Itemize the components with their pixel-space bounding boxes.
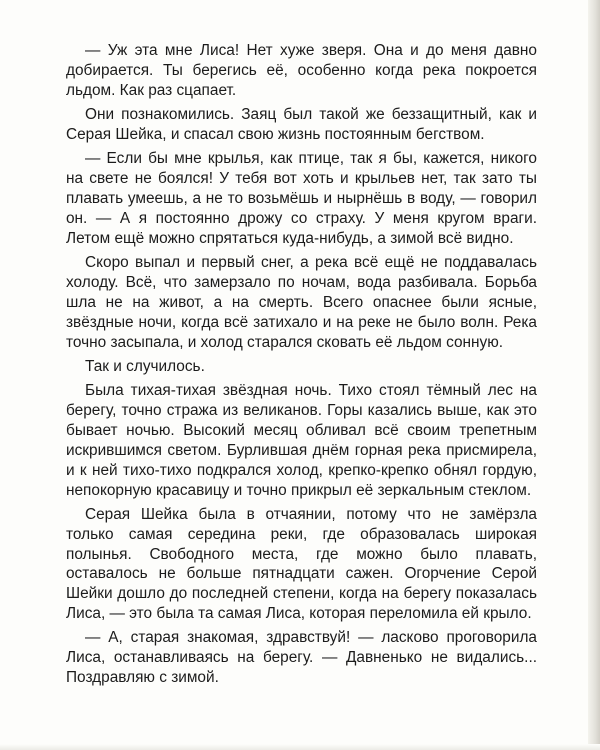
paragraph-hare-warning: — Уж эта мне Лиса! Нет хуже зверя. Она и до меня давно добирается. Ты берегись её, особенно когда река покроется льдом. Как раз сцапает. bbox=[66, 42, 537, 99]
page-edge-shadow bbox=[588, 0, 600, 750]
paragraph-first-snow: Скоро выпал и первый снег, а река всё ещё не поддавалась холоду. Всё, что замерзало по ночам, вода разбивала. Борьба шла не на живот, а на смерть. Всего опаснее были ясные, звёздные ночи, когда всё затихало и на реке не было волн. Река точно засыпала, и холод старался сковать её льдом сонную. bbox=[66, 253, 537, 351]
paragraph-fox-greeting: — А, старая знакомая, здравствуй! — ласково проговорила Лиса, останавливаясь на берегу. — Давненько не видались... Поздравляю с зимой. bbox=[66, 629, 537, 687]
paragraph-so-it-happened: Так и случилось. bbox=[85, 357, 205, 375]
page-bottom-shadow bbox=[0, 744, 600, 750]
book-page-text bbox=[66, 41, 537, 692]
paragraph-starry-night: Была тихая-тихая звёздная ночь. Тихо стоял тёмный лес на берегу, точно стража из великанов. Горы казались выше, как это бывает ночью. Высокий месяц обливал всё своим трепетным искрившимся светом. Бурлившая днём горная река присмирела, и к ней тихо-тихо подкрался холод, крепко-крепко обнял гордую, непокорную красавицу и точно прикрыл её зеркальным стеклом. bbox=[66, 381, 537, 499]
paragraph-despair: Серая Шейка была в отчаянии, потому что не замёрзла только самая середина реки, где образовалась широкая полынья. Свободного места, где можно было плавать, оставалось не больше пятнадцати сажен. Огорчение Серой Шейки дошло до последней степени, когда на берегу показалась Лиса, — это была та самая Лиса, которая переломила ей крыло. bbox=[66, 505, 537, 623]
paragraph-hare-speech: — Если бы мне крылья, как птице, так я бы, кажется, никого на свете не боялся! У тебя вот хоть и крыльев нет, так зато ты плавать умеешь, а не то возьмёшь и нырнёшь в воду, — говорил он. — А я постоянно дрожу со страху. У меня кругом враги. Летом ещё можно спрятаться куда-нибудь, а зимой всё видно. bbox=[66, 150, 537, 247]
paragraph-acquaintance: Они познакомились. Заяц был такой же беззащитный, как и Серая Шейка, и спасал свою жизнь постоянным бегством. bbox=[66, 106, 537, 143]
